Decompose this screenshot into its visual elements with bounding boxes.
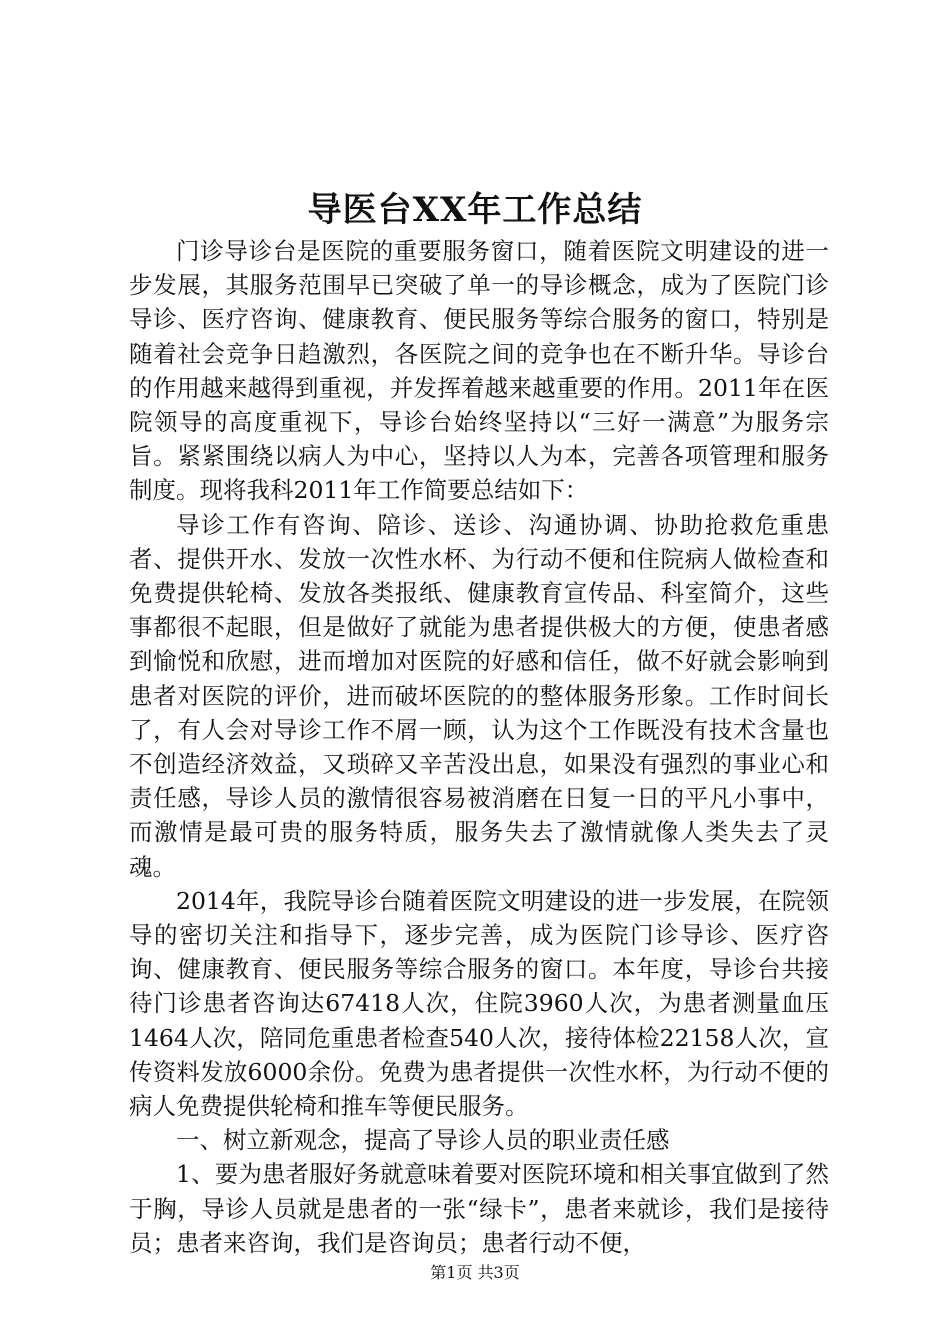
document-body bbox=[129, 234, 829, 1260]
section-heading: 一、树立新观念，提高了导诊人员的职业责任感 bbox=[176, 1126, 670, 1155]
paragraph-duties: 导诊工作有咨询、陪诊、送诊、沟通协调、协助抢救危重患者、提供开水、发放一次性水杯、为行动不便和住院病人做检查和免费提供轮椅、发放各类报纸、健康教育宣传品、科室简介，这些事都很不起眼，但是做好了就能为患者提供极大的方便，使患者感到愉悦和欣慰，进而增加对医院的好感和信任，做不好就会影响到患者对医院的评价，进而破坏医院的的整体服务形象。工作时间长了，有人会对导诊工作不屑一顾，认为这个工作既没有技术含量也不创造经济效益，又琐碎又辛苦没出息，如果没有强烈的事业心和责任感，导诊人员的激情很容易被消磨在日复一日的平凡小事中，而激情是最可贵的服务特质，服务失去了激情就像人类失去了灵魂。 bbox=[129, 510, 829, 881]
paragraph-intro: 门诊导诊台是医院的重要服务窗口，随着医院文明建设的进一步发展，其服务范围早已突破了单一的导诊概念，成为了医院门诊导诊、医疗咨询、健康教育、便民服务等综合服务的窗口，特别是随着社会竞争日趋激烈，各医院之间的竞争也在不断升华。导诊台的作用越来越得到重视，并发挥着越来越重要的作用。2011年在医院领导的高度重视下，导诊台始终坚持以“三好一满意”为服务宗旨。紧紧围绕以病人为中心，坚持以人为本，完善各项管理和服务制度。现将我科2011年工作简要总结如下： bbox=[129, 237, 829, 505]
paragraph-item-1: 1、要为患者服好务就意味着要对医院环境和相关事宜做到了然于胸，导诊人员就是患者的一张“绿卡”，患者来就诊，我们是接待员；患者来咨询，我们是咨询员；患者行动不便， bbox=[129, 1160, 829, 1257]
paragraph-statistics: 2014年，我院导诊台随着医院文明建设的进一步发展，在院领导的密切关注和指导下，逐步完善，成为医院门诊导诊、医疗咨询、健康教育、便民服务等综合服务的窗口。本年度，导诊台共接待门诊患者咨询达67418人次，住院3960人次，为患者测量血压1464人次，陪同危重患者检查540人次，接待体检22158人次，宣传资料发放6000余份。免费为患者提供一次性水杯，为行动不便的病人免费提供轮椅和推车等便民服务。 bbox=[129, 886, 829, 1121]
document-title: 导医台XX年工作总结 bbox=[307, 190, 643, 230]
page-footer: 第1页 共3页 bbox=[430, 1263, 520, 1282]
